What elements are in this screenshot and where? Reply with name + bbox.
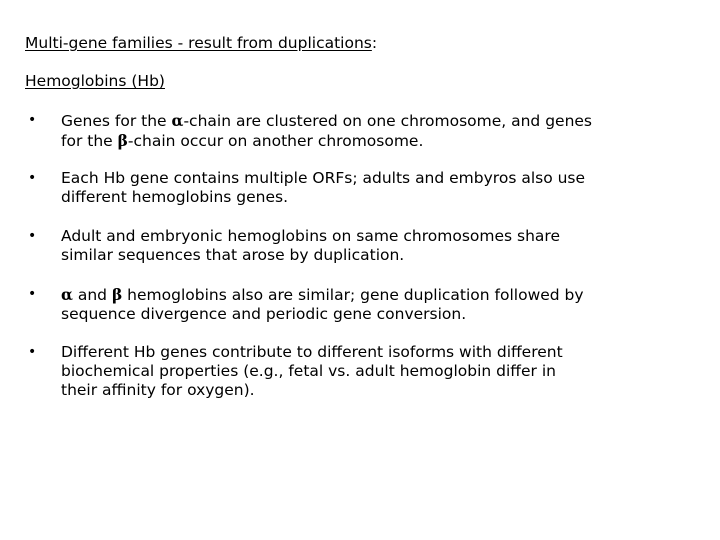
bullet-text-part: Different Hb genes contribute to different isoforms with different biochemical properties (e.g., fetal vs. adult hemoglobin differ in their affinity for oxygen). bbox=[61, 343, 563, 399]
slide-title-suffix: : bbox=[371, 34, 378, 52]
bullet-text-part: hemoglobins also are similar; gene duplication followed by sequence divergence and periodic gene conversion. bbox=[61, 286, 584, 323]
alpha-symbol: α bbox=[171, 111, 184, 130]
slide-title-main: Multi-gene families - result from duplications bbox=[25, 34, 372, 52]
bullet-text-part: Each Hb gene contains multiple ORFs; adults and embyros also use different hemoglobins genes. bbox=[61, 169, 586, 206]
bullet-dot: • bbox=[28, 286, 37, 302]
bullet-text-part: and bbox=[72, 286, 112, 304]
slide-title bbox=[25, 34, 377, 53]
bullet-dot: • bbox=[28, 228, 37, 244]
bullet-text bbox=[61, 169, 701, 207]
bullet-text-part: -chain occur on another chromosome. bbox=[127, 132, 424, 150]
bullet-dot: • bbox=[28, 170, 37, 186]
beta-symbol: β bbox=[117, 131, 128, 150]
alpha-symbol: α bbox=[61, 285, 73, 304]
bullet-text-part: Adult and embryonic hemoglobins on same chromosomes share similar sequences that arose by duplication. bbox=[61, 227, 560, 264]
bullet-text bbox=[61, 285, 701, 324]
beta-symbol: β bbox=[111, 285, 123, 304]
bullet-text bbox=[61, 227, 701, 265]
bullet-text-part: -chain are clustered on one chromosome, and genes for the bbox=[61, 112, 593, 150]
bullet-text-part: Genes for the bbox=[61, 112, 172, 130]
bullet-dot: • bbox=[28, 112, 37, 128]
bullet-text bbox=[61, 343, 701, 400]
bullet-dot: • bbox=[28, 344, 37, 360]
section-heading: Hemoglobins (Hb) bbox=[25, 72, 165, 90]
bullet-text bbox=[61, 111, 701, 151]
